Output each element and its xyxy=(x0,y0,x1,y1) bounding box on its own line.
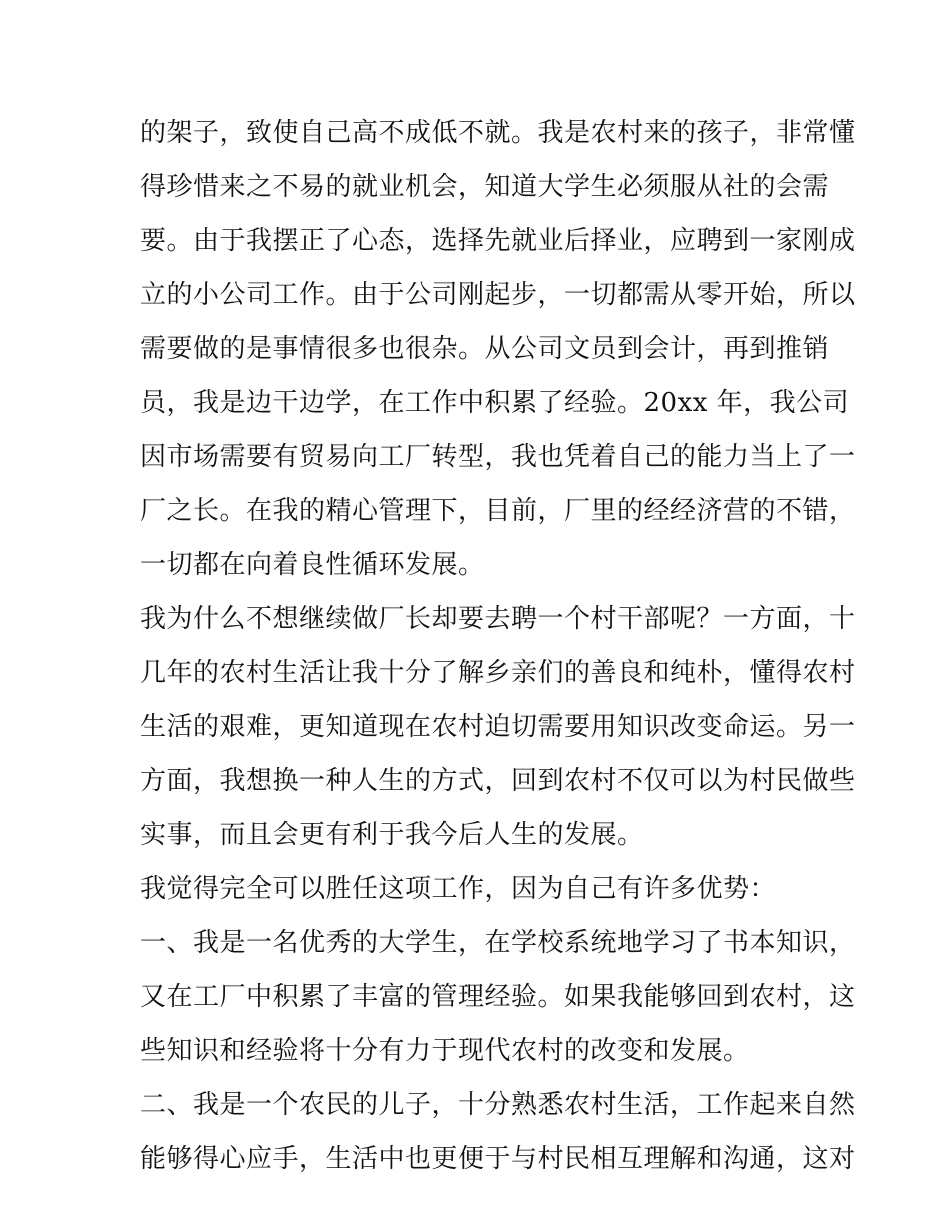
text-line: 要。由于我摆正了心态，选择先就业后择业，应聘到一家刚成 xyxy=(140,226,856,256)
text-line: 立的小公司工作。由于公司刚起步，一切都需从零开始，所以 xyxy=(140,280,856,310)
text-line: 因市场需要有贸易向工厂转型，我也凭着自己的能力当上了一 xyxy=(140,442,856,472)
text-line: 能够得心应手，生活中也更便于与村民相互理解和沟通，这对 xyxy=(140,1144,856,1174)
text-line: 一、我是一名优秀的大学生，在学校系统地学习了书本知识， xyxy=(140,928,856,958)
text-line: 我为什么不想继续做厂长却要去聘一个村干部呢？一方面，十 xyxy=(140,604,856,634)
document-body xyxy=(140,106,856,1186)
text-line: 我觉得完全可以胜任这项工作，因为自己有许多优势： xyxy=(140,874,777,904)
text-line: 二、我是一个农民的儿子，十分熟悉农村生活，工作起来自然 xyxy=(140,1090,856,1120)
text-line: 一切都在向着良性循环发展。 xyxy=(140,550,485,580)
text-line: 厂之长。在我的精心管理下，目前，厂里的经经济营的不错， xyxy=(140,496,856,526)
paragraph-3 xyxy=(140,862,820,916)
text-line: 生活的艰难，更知道现在农村迫切需要用知识改变命运。另一 xyxy=(140,712,856,742)
paragraph-5 xyxy=(140,1078,856,1186)
text-line: 些知识和经验将十分有力于现代农村的改变和发展。 xyxy=(140,1036,750,1066)
paragraph-2 xyxy=(140,592,856,862)
text-line: 员，我是边干边学，在工作中积累了经验。20xx 年，我公司 xyxy=(140,388,850,418)
text-line: 实事，而且会更有利于我今后人生的发展。 xyxy=(140,820,644,850)
text-line: 需要做的是事情很多也很杂。从公司文员到会计，再到推销 xyxy=(140,334,830,364)
text-line: 方面，我想换一种人生的方式，回到农村不仅可以为村民做些 xyxy=(140,766,856,796)
text-line: 又在工厂中积累了丰富的管理经验。如果我能够回到农村，这 xyxy=(140,982,856,1012)
paragraph-1 xyxy=(140,106,856,592)
text-line: 几年的农村生活让我十分了解乡亲们的善良和纯朴，懂得农村 xyxy=(140,658,856,688)
text-line: 的架子，致使自己高不成低不就。我是农村来的孩子，非常懂 xyxy=(140,118,856,148)
text-line: 得珍惜来之不易的就业机会，知道大学生必须服从社的会需 xyxy=(140,172,830,202)
paragraph-4 xyxy=(140,916,856,1078)
